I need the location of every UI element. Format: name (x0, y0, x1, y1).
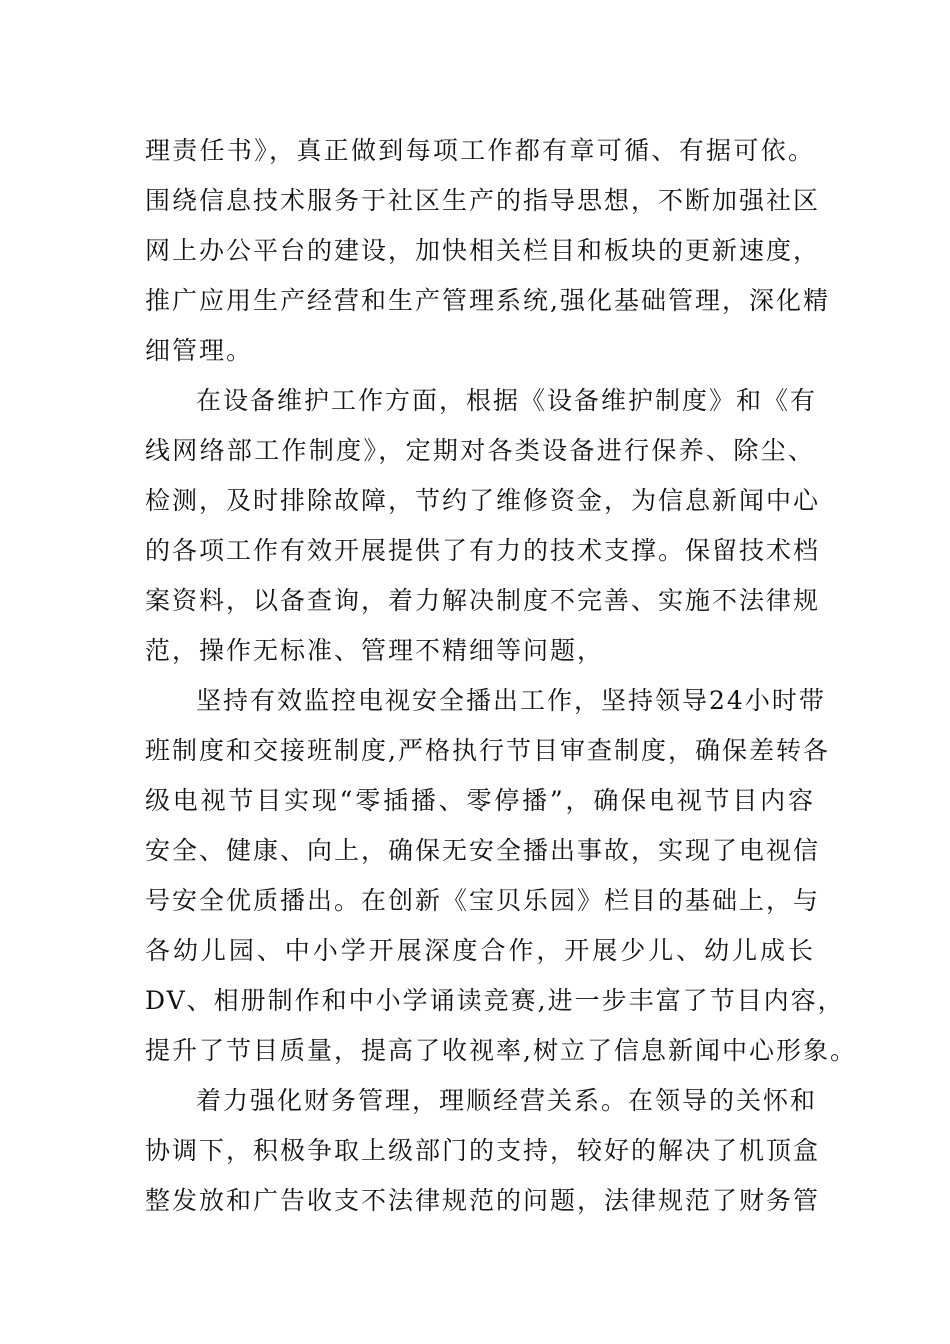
text-line: 班制度和交接班制度,严格执行节目审查制度，确保差转各 (145, 736, 830, 765)
text-line: 线网络部工作制度》，定期对各类设备进行保养、除尘、 (145, 436, 815, 465)
text-line: 围绕信息技术服务于社区生产的指导思想，不断加强社区 (145, 186, 821, 215)
text-line: 网上办公平台的建设，加快相关栏目和板块的更新速度， (145, 236, 821, 265)
paragraph-first-line: 坚持有效监控电视安全播出工作，坚持领导24小时带 (196, 686, 826, 715)
text-line: 各幼儿园、中小学开展深度合作，开展少儿、幼儿成长 (145, 936, 815, 965)
text-line: 安全、健康、向上，确保无安全播出事故，实现了电视信 (145, 836, 821, 865)
text-line: 号安全优质播出。在创新《宝贝乐园》栏目的基础上，与 (145, 886, 821, 915)
text-line: 的各项工作有效开展提供了有力的技术支撑。保留技术档 (145, 536, 821, 565)
paragraph-first-line: 在设备维护工作方面，根据《设备维护制度》和《有 (196, 386, 818, 415)
text-line: 理责任书》，真正做到每项工作都有章可循、有据可依。 (145, 136, 815, 165)
text-line: DV、相册制作和中小学诵读竞赛,进一步丰富了节目内容， (145, 986, 845, 1015)
text-line: 协调下，积极争取上级部门的支持，较好的解决了机顶盒 (145, 1136, 821, 1165)
text-line: 提升了节目质量，提高了收视率,树立了信息新闻中心形象。 (145, 1036, 857, 1065)
text-line: 案资料，以备查询，着力解决制度不完善、实施不法律规 (145, 586, 821, 615)
text-line: 级电视节目实现“零插播、零停播”，确保电视节目内容 (145, 786, 815, 815)
text-line: 范，操作无标准、管理不精细等问题， (145, 636, 605, 665)
paragraph-first-line: 着力强化财务管理，理顺经营关系。在领导的关怀和 (196, 1086, 818, 1115)
text-line: 细管理。 (145, 336, 254, 365)
text-line: 检测，及时排除故障，节约了维修资金，为信息新闻中心 (145, 486, 821, 515)
text-line: 整发放和广告收支不法律规范的问题，法律规范了财务管 (145, 1186, 821, 1215)
text-line: 推广应用生产经营和生产管理系统,强化基础管理，深化精 (145, 286, 830, 315)
